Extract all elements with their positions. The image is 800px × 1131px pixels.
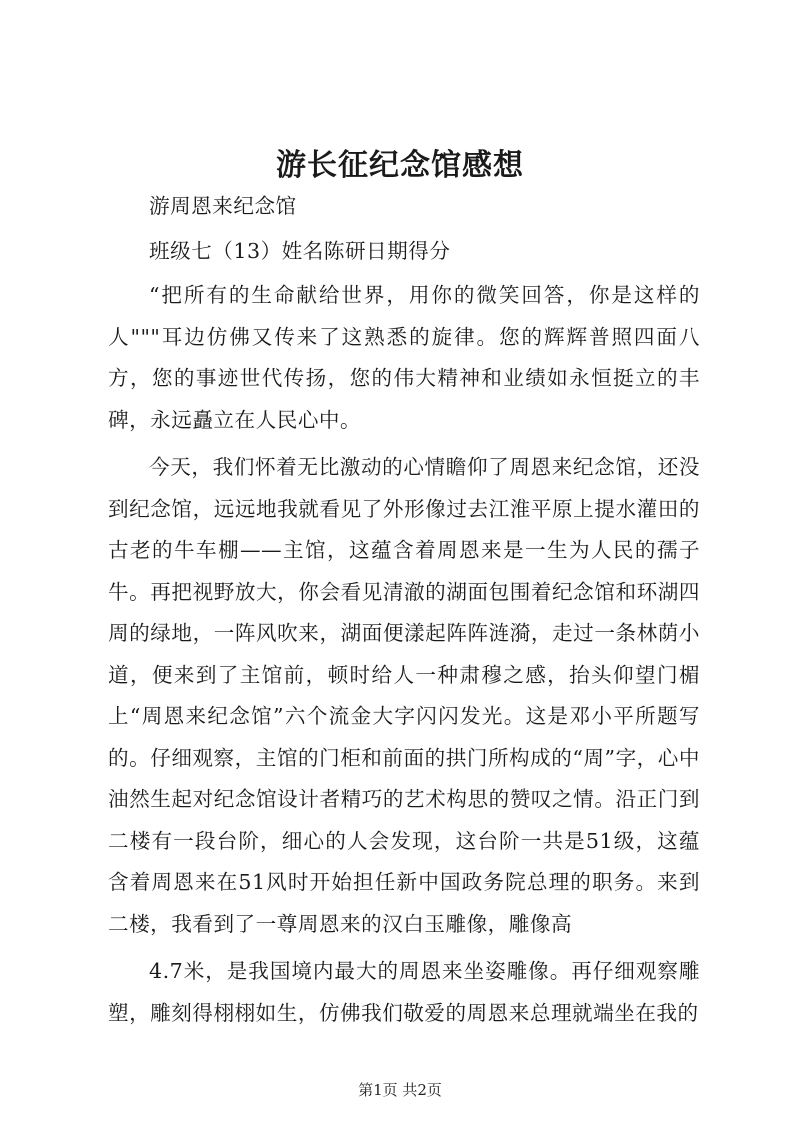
document-title: 游长征纪念馆感想 [276,148,524,183]
paragraph-3: 4.7米，是我国境内最大的周恩来坐姿雕像。再仔细观察雕塑，雕刻得栩栩如生，仿佛我们敬爱的周恩来总理就端坐在我的 [108,959,700,1025]
paragraph-2: 今天，我们怀着无比激动的心情瞻仰了周恩来纪念馆，还没到纪念馆，远远地我就看见了外形像过去江淮平原上提水灌田的古老的牛车棚——主馆，这蕴含着周恩来是一生为人民的孺子牛。再把视野放大，你会看见清澈的湖面包围着纪念馆和环湖四周的绿地，一阵风吹来，湖面便漾起阵阵涟漪，走过一条林荫小道，便来到了主馆前，顿时给人一种肃穆之感，抬头仰望门楣上“周恩来纪念馆”六个流金大字闪闪发光。这是邓小平所题写的。仔细观察，主馆的门柜和前面的拱门所构成的“周”字，心中油然生起对纪念馆设计者精巧的艺术构思的赞叹之情。沿正门到二楼有一段台阶，细心的人会发现，这台阶一共是51级，这蕴含着周恩来在51风时开始担任新中国政务院总理的职务。来到二楼，我看到了一尊周恩来的汉白玉雕像，雕像高 [108,455,700,936]
document-body [108,186,700,1040]
page-footer: 第1页 共2页 [358,1081,442,1099]
paragraph-1: “把所有的生命献给世界，用你的微笑回答，你是这样的人"""耳边仿佛又传来了这熟悉的旋律。您的辉辉普照四面八方，您的事迹世代传扬，您的伟大精神和业绩如永恒挺立的丰碑，永远矗立在人民心中。 [108,283,700,432]
class-info-line: 班级七（13）姓名陈研日期得分 [149,238,451,263]
subtitle-line: 游周恩来纪念馆 [149,194,297,218]
